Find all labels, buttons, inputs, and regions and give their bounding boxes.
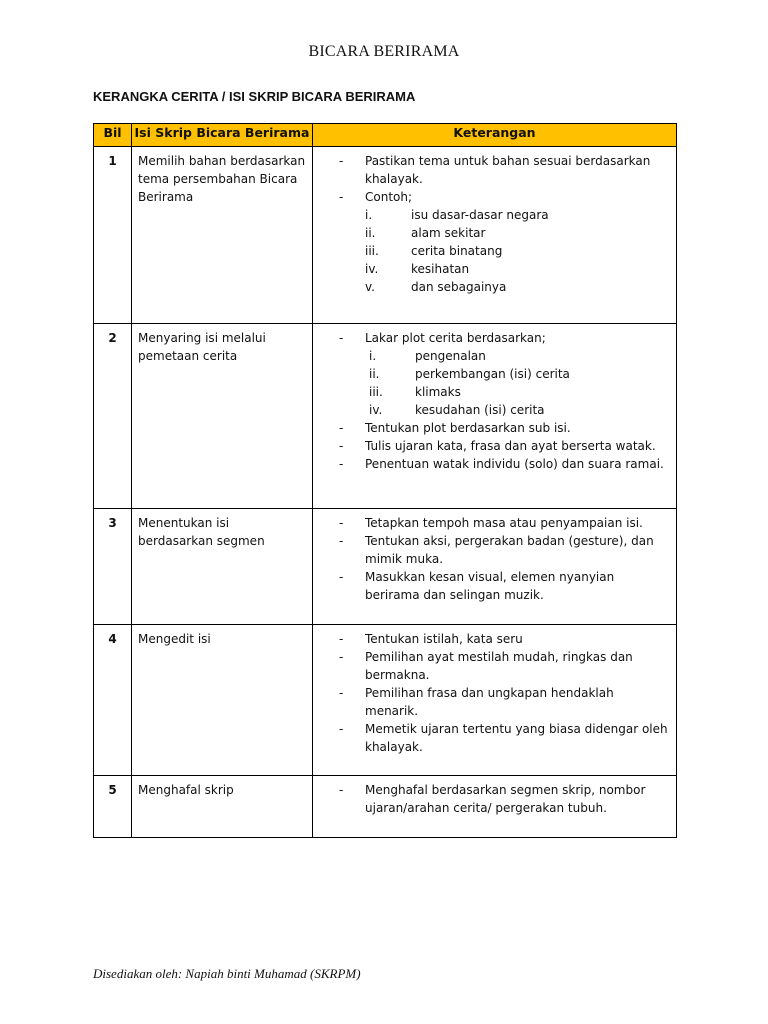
sub-list-item [365, 242, 670, 260]
row-number: 3 [94, 509, 132, 625]
sub-list-item [365, 206, 670, 224]
sub-item-text: dan sebagainya [411, 280, 507, 294]
row-content: Memilih bahan berdasarkan tema persembahan Bicara Berirama [132, 147, 313, 324]
list-item: - Tetapkan tempoh masa atau penyampaian isi. [339, 514, 670, 532]
sub-item-number: ii. [369, 367, 380, 381]
row-number: 4 [94, 625, 132, 776]
sub-list-item [365, 401, 670, 419]
sub-item-text: cerita binatang [411, 244, 503, 258]
sub-item-number: iii. [369, 385, 383, 399]
document-subtitle: KERANGKA CERITA / ISI SKRIP BICARA BERIRAMA [93, 89, 416, 104]
list-item: - Masukkan kesan visual, elemen nyanyian berirama dan selingan muzik. [339, 568, 670, 604]
document-title: BICARA BERIRAMA [308, 43, 460, 60]
list-item [339, 329, 670, 419]
sub-item-text: kesudahan (isi) cerita [415, 403, 545, 417]
list-item: - Memetik ujaran tertentu yang biasa didengar oleh khalayak. [339, 720, 670, 756]
list-item: - Tulis ujaran kata, frasa dan ayat berserta watak. [339, 437, 670, 455]
list-item-text: Contoh; [365, 190, 413, 204]
row-number: 1 [94, 147, 132, 324]
sub-item-number: iv. [369, 403, 383, 417]
sub-list-item [365, 278, 670, 296]
document-footer: Disediakan oleh: Napiah binti Muhamad (SKRPM) [93, 966, 361, 981]
row-description [313, 509, 677, 625]
table-row [94, 509, 677, 625]
list-item: - Tentukan istilah, kata seru [339, 630, 670, 648]
row-number: 2 [94, 324, 132, 509]
sub-item-number: iii. [365, 244, 379, 258]
sub-item-number: i. [365, 208, 373, 222]
sub-item-number: v. [365, 280, 375, 294]
script-framework-table [93, 123, 677, 838]
row-description [313, 147, 677, 324]
table-row [94, 776, 677, 838]
sub-item-text: kesihatan [411, 262, 470, 276]
row-content: Menghafal skrip [132, 776, 313, 838]
list-item [339, 188, 670, 296]
list-item: - Pemilihan ayat mestilah mudah, ringkas dan bermakna. [339, 648, 670, 684]
list-item: - Tentukan aksi, pergerakan badan (gesture), dan mimik muka. [339, 532, 670, 568]
row-description [313, 324, 677, 509]
table-row [94, 625, 677, 776]
sub-item-text: perkembangan (isi) cerita [415, 367, 570, 381]
row-content: Menyaring isi melalui pemetaan cerita [132, 324, 313, 509]
list-item: - Tentukan plot berdasarkan sub isi. [339, 419, 670, 437]
header-bil: Bil [94, 124, 132, 147]
sub-list-item [365, 365, 670, 383]
row-content: Mengedit isi [132, 625, 313, 776]
list-item: - Pastikan tema untuk bahan sesuai berdasarkan khalayak. [339, 152, 670, 188]
header-keterangan: Keterangan [313, 124, 677, 147]
table-header-row [94, 124, 677, 147]
table-row [94, 147, 677, 324]
list-item: - Menghafal berdasarkan segmen skrip, nombor ujaran/arahan cerita/ pergerakan tubuh. [339, 781, 670, 817]
sub-list-item [365, 347, 670, 365]
sub-item-number: ii. [365, 226, 376, 240]
row-content: Menentukan isi berdasarkan segmen [132, 509, 313, 625]
sub-item-text: pengenalan [415, 349, 486, 363]
sub-list-item [365, 224, 670, 242]
sub-item-text: isu dasar-dasar negara [411, 208, 549, 222]
table-row [94, 324, 677, 509]
row-description [313, 625, 677, 776]
sub-item-text: klimaks [415, 385, 461, 399]
row-description [313, 776, 677, 838]
sub-list-item [365, 383, 670, 401]
list-item-text: Lakar plot cerita berdasarkan; [365, 331, 546, 345]
list-item: - Pemilihan frasa dan ungkapan hendaklah menarik. [339, 684, 670, 720]
sub-item-text: alam sekitar [411, 226, 486, 240]
sub-item-number: i. [369, 349, 377, 363]
sub-list-item [365, 260, 670, 278]
list-item: - Penentuan watak individu (solo) dan suara ramai. [339, 455, 670, 473]
row-number: 5 [94, 776, 132, 838]
header-isi-skrip: Isi Skrip Bicara Berirama [132, 124, 313, 147]
sub-item-number: iv. [365, 262, 379, 276]
